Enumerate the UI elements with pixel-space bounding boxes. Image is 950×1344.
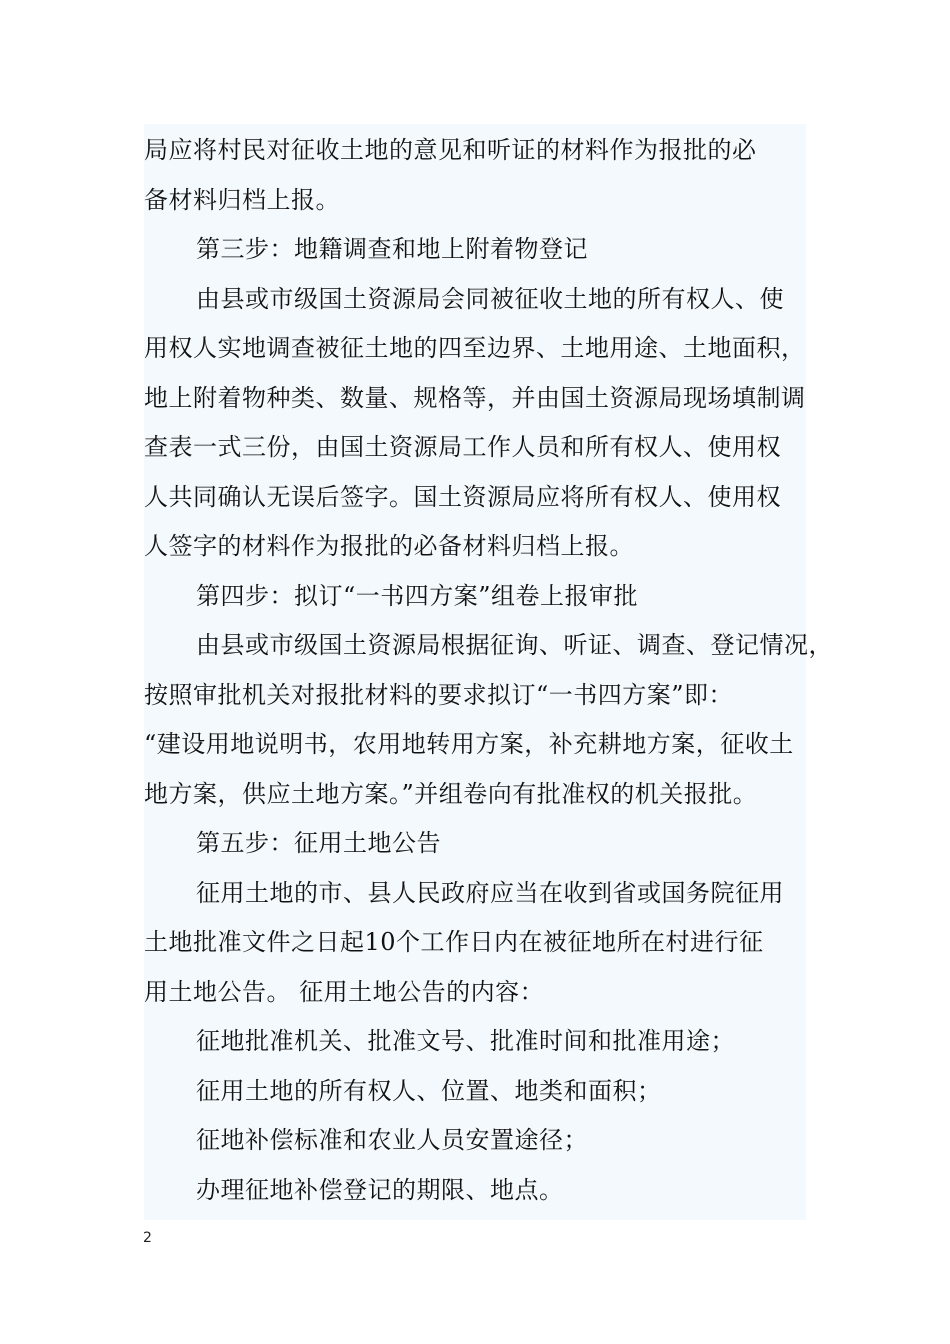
section-heading-step5: 第五步：征用土地公告 [196, 829, 441, 857]
page-number: 2 [143, 1230, 152, 1246]
list-item: 征地批准机关、批准文号、批准时间和批准用途； [196, 1027, 735, 1055]
section-heading-step4: 第四步：拟订“一书四方案”组卷上报审批 [196, 581, 639, 610]
list-item: 征地补偿标准和农业人员安置途径； [196, 1126, 588, 1154]
body-line: 人签字的材料作为报批的必备材料归档上报。 [144, 532, 634, 560]
body-line: 查表一式三份，由国土资源局工作人员和所有权人、使用权 [144, 433, 781, 461]
list-item: 征用土地的所有权人、位置、地类和面积； [196, 1076, 662, 1105]
body-line: 按照审批机关对报批材料的要求拟订“一书四方案”即： [144, 680, 734, 709]
body-line: 局应将村民对征收土地的意见和听证的材料作为报批的必 [144, 136, 757, 164]
document-body [144, 124, 833, 1220]
body-line: 征用土地的市、县人民政府应当在收到省或国务院征用 [196, 878, 784, 907]
body-line: 备材料归档上报。 [144, 185, 340, 214]
body-line: 地方案，供应土地方案。”并组卷向有批准权的机关报批。 [144, 779, 758, 808]
body-line: 土地批准文件之日起10个工作日内在被征地所在村进行征 [144, 928, 764, 956]
body-line: 地上附着物种类、数量、规格等，并由国土资源局现场填制调 [144, 383, 806, 412]
body-line: “建设用地说明书，农用地转用方案，补充耕地方案，征收土 [144, 730, 794, 758]
section-heading-step3: 第三步：地籍调查和地上附着物登记 [196, 235, 588, 263]
body-line: 由县或市级国土资源局会同被征收土地的所有权人、使 [196, 284, 784, 313]
body-line: 用权人实地调查被征土地的四至边界、土地用途、土地面积， [144, 334, 806, 362]
body-line: 由县或市级国土资源局根据征询、听证、调查、登记情况， [196, 631, 833, 659]
body-line: 人共同确认无误后签字。国土资源局应将所有权人、使用权 [144, 482, 781, 511]
list-item: 办理征地补偿登记的期限、地点。 [196, 1175, 564, 1204]
body-line: 用土地公告。 征用土地公告的内容： [144, 977, 545, 1006]
